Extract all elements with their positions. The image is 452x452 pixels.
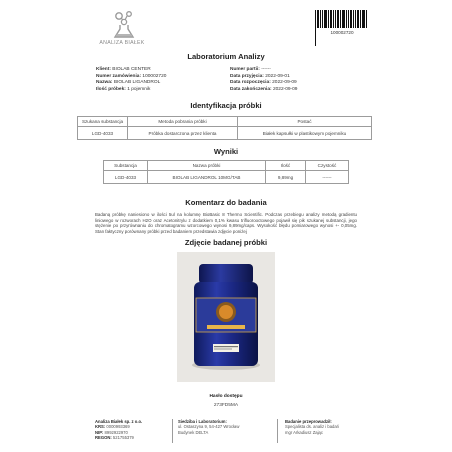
page-title: Laboratorium Analizy [187,52,265,61]
batch-value: ------ [261,67,271,72]
footer-seat [178,419,239,435]
nip-label: NIP: [95,429,104,435]
name-label: Nazwa: [96,80,113,86]
start-label: Data rozpoczęcia: [230,80,271,86]
table-header-row [78,117,372,127]
identification-table [77,116,372,140]
table-cell: LGD-4033 [78,127,128,140]
client-info [96,67,166,93]
table-header-cell: Szukana substancja [78,117,128,127]
order-value: 100002720 [142,73,167,79]
supplement-bottle-image [177,252,275,382]
barcode-number: 100002720 [330,30,354,35]
photo-title: Zdjęcie badanej próbki [184,238,268,247]
table-cell: 9,89mg [266,171,306,184]
table-header-row [104,161,349,171]
logo-text: ANALIZA BIAŁEK [99,40,145,46]
table-header-cell: Nazwa próbki [148,161,266,171]
table-cell: ------ [306,171,349,184]
results-table [103,160,349,184]
received-value: 2022-09-01 [265,73,290,79]
footer-company [95,419,142,441]
received-label: Data przyjęcia: [230,73,264,79]
krs-value: 0000993369 [106,424,130,430]
table-header-cell: Postać [238,117,372,127]
client-value: BIOLAB CENTER [112,67,151,72]
batch-label: Numer partii: [230,67,260,72]
table-header-cell: Substancja [104,161,148,171]
footer [92,419,362,445]
results-title: Wyniki [213,147,239,156]
footer-tester [285,419,339,435]
table-cell: Białek kapsułki w plastikowym pojemniku [238,127,372,140]
table-cell: Próbka dostarczona przez klienta [128,127,238,140]
table-cell: LGD-4033 [104,171,148,184]
end-value: 2022-09-09 [272,86,298,92]
flask-molecule-icon [112,9,136,39]
tester-name: mgr Arkadiusz Zając [285,429,323,435]
barcode [315,10,369,28]
seat-title: Siedziba i Laboratorium: [178,419,227,424]
name-value: BIOLAB LIGANDROL [113,80,161,86]
regon-value: 521755379 [112,435,134,441]
sample-photo [177,252,275,382]
tester-title: Badanie przeprowadził: [285,419,332,424]
identification-title: Identyfikacja próbki [190,101,262,110]
comment-text: Badaną próbkę naniesiono w ilości 5ul na kolumnę BioBasic 8 Thermo Scientific. Podczas przebiegu analizy metodą gradientu liniowego w rozworach H2O oraz Acetonitrylu z dodatkiem 0,1% kwasu trifluorooctowego pojawił się pik szukanej substancji, jego stężenie po przyrównaniu do chromatogramu wzorcowego wynosi 9,89mg/caps. Wysokość błędu pomiarowego wynosi +- 0,05mg. Stan faktyczny porównany próbki przed badaniem przedstawia zdjęcie poniżej [95,212,357,234]
comment-title: Komentarz do badania [185,198,267,207]
seat-address: ul. Ostaszyna 9, 54-427 Wrocław [178,424,240,430]
dates-info [230,67,297,93]
client-label: Klient: [96,67,111,72]
footer-divider [277,419,278,443]
table-header-cell: Ilość [266,161,306,171]
table-header-cell: Metoda pobrania próbki [128,117,238,127]
company-logo [92,9,152,49]
samples-value: 1 pojemnik [127,86,151,92]
company-name: Analiza Białek sp. z o.o. [95,419,143,424]
access-code-value: 273FD5MA [213,403,239,408]
access-code-label: Hasło dostępu [209,394,243,399]
regon-label: REGON: [95,435,112,441]
end-label: Data zakończenia: [230,86,272,92]
tester-position: Specjalista ds. analiz i badań [285,424,340,430]
krs-label: KRS: [95,424,106,430]
table-cell: BIOLAB LIGANDROL 10MG/TAB [148,171,266,184]
table-row [78,127,372,140]
order-label: Numer zamówienia: [96,73,142,79]
seat-building: Budynek DELTA [178,429,209,435]
samples-label: Ilość próbek: [96,86,126,92]
table-row [104,171,349,184]
start-value: 2022-09-09 [272,80,297,86]
footer-divider [172,419,173,443]
table-header-cell: Czystość [306,161,349,171]
nip-value: 8992922970 [104,429,128,435]
